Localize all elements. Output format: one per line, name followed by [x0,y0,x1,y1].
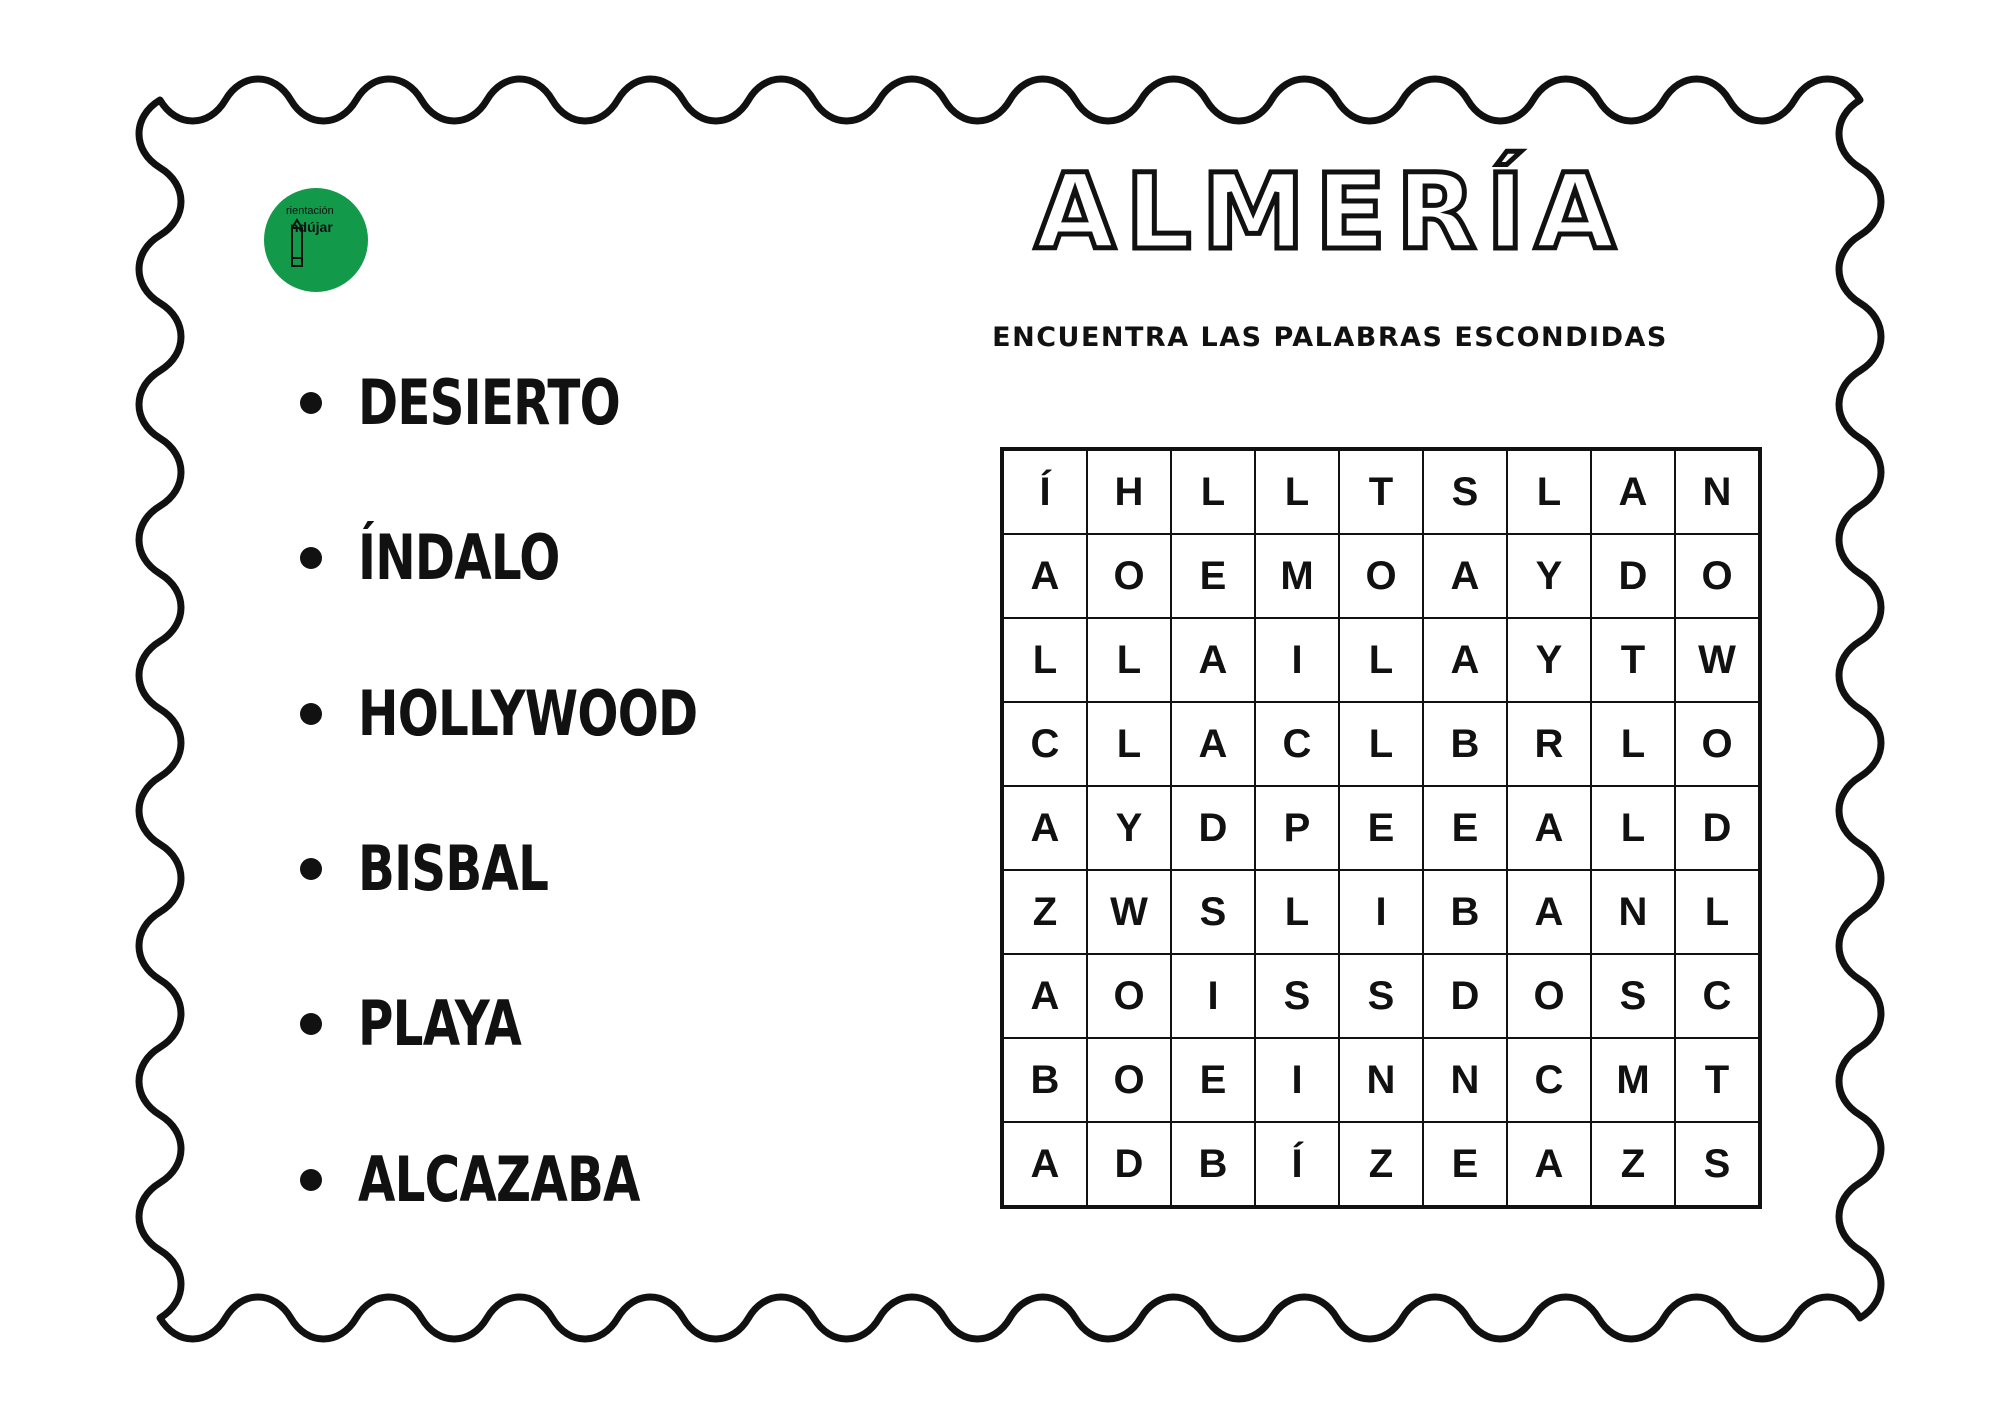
grid-cell[interactable]: L [1003,618,1087,702]
grid-cell[interactable]: A [1507,870,1591,954]
grid-cell[interactable]: T [1339,450,1423,534]
grid-cell[interactable]: P [1255,786,1339,870]
grid-cell[interactable]: O [1675,534,1759,618]
word-list-item [300,521,616,594]
grid-cell[interactable]: W [1675,618,1759,702]
grid-cell[interactable]: E [1339,786,1423,870]
word-label: ALCAZABA [358,1143,640,1216]
grid-cell[interactable]: A [1003,1122,1087,1206]
bullet-icon [300,392,322,414]
grid-cell[interactable]: O [1339,534,1423,618]
grid-cell[interactable]: L [1171,450,1255,534]
grid-cell[interactable]: W [1087,870,1171,954]
word-list-item [300,677,793,750]
word-list-item [300,366,694,439]
grid-cell[interactable]: L [1255,450,1339,534]
grid-cell[interactable]: L [1255,870,1339,954]
grid-cell[interactable]: O [1675,702,1759,786]
grid-cell[interactable]: L [1339,702,1423,786]
grid-cell[interactable]: Y [1507,534,1591,618]
word-label: HOLLYWOOD [358,677,698,750]
grid-cell[interactable]: Z [1339,1122,1423,1206]
grid-cell[interactable]: D [1423,954,1507,1038]
grid-cell[interactable]: A [1171,702,1255,786]
grid-cell[interactable]: E [1423,786,1507,870]
grid-cell[interactable]: I [1339,870,1423,954]
grid-cell[interactable]: S [1423,450,1507,534]
grid-cell[interactable]: A [1003,534,1087,618]
word-label: PLAYA [358,987,521,1060]
grid-cell[interactable]: A [1171,618,1255,702]
grid-cell[interactable]: I [1255,618,1339,702]
grid-cell[interactable]: O [1087,1038,1171,1122]
word-search-grid [1000,447,1762,1209]
grid-cell[interactable]: M [1591,1038,1675,1122]
grid-cell[interactable]: R [1507,702,1591,786]
grid-cell[interactable]: T [1591,618,1675,702]
grid-cell[interactable]: S [1675,1122,1759,1206]
bullet-icon [300,1169,322,1191]
grid-cell[interactable]: T [1675,1038,1759,1122]
grid-cell[interactable]: N [1339,1038,1423,1122]
grid-cell[interactable]: D [1087,1122,1171,1206]
grid-cell[interactable]: A [1591,450,1675,534]
grid-cell[interactable]: C [1507,1038,1591,1122]
grid-cell[interactable]: Í [1255,1122,1339,1206]
grid-cell[interactable]: N [1591,870,1675,954]
word-list-item [300,987,567,1060]
bullet-icon [300,1013,322,1035]
grid-cell[interactable]: C [1003,702,1087,786]
grid-cell[interactable]: Y [1507,618,1591,702]
grid-cell[interactable]: O [1087,534,1171,618]
grid-cell[interactable]: Z [1003,870,1087,954]
grid-cell[interactable]: A [1423,534,1507,618]
grid-cell[interactable]: Z [1591,1122,1675,1206]
grid-cell[interactable]: B [1423,870,1507,954]
grid-cell[interactable]: D [1675,786,1759,870]
grid-cell[interactable]: A [1423,618,1507,702]
instructions-subtitle: ENCUENTRA LAS PALABRAS ESCONDIDAS [992,322,1668,353]
grid-cell[interactable]: I [1171,954,1255,1038]
grid-cell[interactable]: S [1255,954,1339,1038]
grid-cell[interactable]: A [1507,786,1591,870]
grid-cell[interactable]: L [1339,618,1423,702]
grid-cell[interactable]: L [1507,450,1591,534]
grid-cell[interactable]: B [1423,702,1507,786]
bullet-icon [300,703,322,725]
grid-cell[interactable]: O [1087,954,1171,1038]
word-label: BISBAL [358,832,549,905]
grid-cell[interactable]: B [1171,1122,1255,1206]
orientacion-andujar-logo [264,188,368,292]
grid-cell[interactable]: A [1003,786,1087,870]
word-list-item [300,832,602,905]
grid-cell[interactable]: A [1003,954,1087,1038]
word-label: DESIERTO [358,366,620,439]
page-title: ALMERÍA [1034,151,1626,273]
grid-cell[interactable]: S [1339,954,1423,1038]
grid-cell[interactable]: E [1171,1038,1255,1122]
grid-cell[interactable]: N [1423,1038,1507,1122]
grid-cell[interactable]: Y [1087,786,1171,870]
word-list-item [300,1143,719,1216]
logo-text-line1: rientación [286,205,334,217]
grid-cell[interactable]: D [1591,534,1675,618]
grid-cell[interactable]: D [1171,786,1255,870]
grid-cell[interactable]: N [1675,450,1759,534]
bullet-icon [300,547,322,569]
grid-cell[interactable]: A [1507,1122,1591,1206]
grid-cell[interactable]: C [1255,702,1339,786]
grid-cell[interactable]: H [1087,450,1171,534]
logo-text-line2: ndújar [290,219,333,235]
grid-cell[interactable]: L [1087,618,1171,702]
grid-cell[interactable]: L [1591,702,1675,786]
grid-cell[interactable]: E [1171,534,1255,618]
grid-cell[interactable]: L [1087,702,1171,786]
grid-cell[interactable]: M [1255,534,1339,618]
grid-cell[interactable]: L [1591,786,1675,870]
grid-cell[interactable]: S [1171,870,1255,954]
grid-cell[interactable]: I [1255,1038,1339,1122]
grid-cell[interactable]: S [1591,954,1675,1038]
grid-cell[interactable]: C [1675,954,1759,1038]
bullet-icon [300,858,322,880]
word-label: ÍNDALO [358,521,560,594]
grid-cell[interactable]: B [1003,1038,1087,1122]
grid-cell[interactable]: L [1675,870,1759,954]
grid-cell[interactable]: Í [1003,450,1087,534]
grid-cell[interactable]: O [1507,954,1591,1038]
grid-cell[interactable]: E [1423,1122,1507,1206]
